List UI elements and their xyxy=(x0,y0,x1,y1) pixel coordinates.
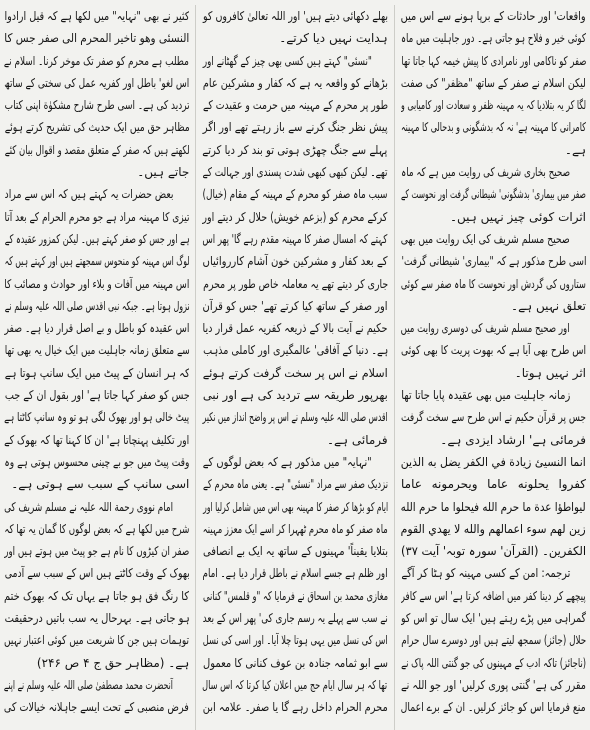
line-text: اسلام نے اس پر سخت گرفت کرتے ہوئے xyxy=(202,365,388,380)
text-line xyxy=(202,317,387,339)
text-line xyxy=(4,317,189,339)
line-text: جاتے ہیں۔ xyxy=(137,165,190,180)
line-text: تھا کہ ہر سال ایام حج میں اعلان کیا کرتا کہ اس سال xyxy=(202,677,388,692)
paragraph xyxy=(401,161,586,228)
line-text: لوگ اس مہینہ کو منحوس سمجھتے ہیں اور کہتے ہیں کہ xyxy=(4,254,190,269)
line-text: جس کو صفر کہا جاتا ہے' اور بقول ان کے جب xyxy=(4,388,190,403)
text-line xyxy=(202,72,387,94)
line-text: اور صفر کے ساتھ کیا کرتے تھے' جس کو قرآن xyxy=(202,298,388,313)
text-line xyxy=(401,652,586,674)
line-text: اثرات کوئی چیز نہیں ہیں۔ xyxy=(449,209,586,224)
line-text: جس پر قرآن حکیم نے اس طرح سے سخت گرفت xyxy=(401,410,586,425)
text-line xyxy=(4,540,189,562)
line-text: اس کی نسل میں یہی ہوتا چلا آیا۔ اور اسی کی نسل xyxy=(202,633,388,648)
line-text: ہے۔ xyxy=(564,142,586,157)
line-text: اثر نہیں ہوتا۔ xyxy=(514,365,586,380)
line-text: نے سب سے پہلے یہ رسم جاری کی' پھر اس کے بعد xyxy=(202,611,388,626)
line-text: مقرر کی ہے' گنتی پوری کرلیں' اور جو اللہ نے xyxy=(400,677,586,692)
text-line xyxy=(401,228,586,250)
line-text: بھرپور طریقہ سے تردید کی ہے اور نبی xyxy=(202,388,388,403)
text-line xyxy=(4,496,189,518)
text-line xyxy=(202,473,387,495)
line-text: کامرانی کا مہینہ ہے' نہ کہ بدشگونی و بدحالی کا مہینہ xyxy=(400,120,586,135)
line-text: فرمائی ہے' ارشاد ایزدی ہے۔ xyxy=(440,432,586,447)
line-text: کا رنگ فق ہو جاتا ہے یہاں تک کہ بھوک ختم xyxy=(4,588,190,603)
line-text: کوئی خیر و فلاح ہو جاتی ہے۔ دور جاہلیت میں ماہ xyxy=(400,31,586,46)
line-text: اس لغو' باطل اور کفریہ عمل کی سختی کے ساتھ xyxy=(4,75,190,90)
text-line xyxy=(401,429,586,451)
text-line xyxy=(401,139,586,161)
text-line xyxy=(401,585,586,607)
text-line xyxy=(401,339,586,361)
text-line xyxy=(202,273,387,295)
text-line xyxy=(401,629,586,651)
text-line xyxy=(202,652,387,674)
text-line xyxy=(401,362,586,384)
text-line xyxy=(401,72,586,94)
text-line xyxy=(4,183,189,205)
text-line xyxy=(401,27,586,49)
text-line xyxy=(202,429,387,451)
line-text: كفروا يحلونه عاما ويحرمونه عاما xyxy=(401,477,586,492)
text-line xyxy=(202,183,387,205)
line-text: انما النسيئ زيادة في الكفر يضل به الذين xyxy=(400,454,586,469)
line-text: اس عقیدہ کو باطل و بے اصل قرار دیا ہے۔ صفر xyxy=(4,321,190,336)
text-line xyxy=(202,562,387,584)
line-text: زمانہ جاہلیت میں بھی عقیدہ پایا جاتا تھا xyxy=(401,388,570,403)
text-line xyxy=(4,473,189,495)
line-text: پیش نظر جنگ کرنے سے باز رہتے تھے اور اگر xyxy=(202,120,388,135)
text-line xyxy=(401,317,586,339)
text-line xyxy=(202,339,387,361)
text-line xyxy=(401,295,586,317)
line-text: مغازی محمد بن اسحاق نے فرمایا کہ "و قلمس" کنانی xyxy=(202,588,388,603)
text-line xyxy=(401,183,586,205)
line-text: اقدس صلی اللہ علیہ وسلم نے اس پر واضح انداز میں نکیر xyxy=(202,410,388,425)
paragraph xyxy=(4,496,189,674)
text-line xyxy=(4,206,189,228)
text-line xyxy=(202,295,387,317)
text-line xyxy=(4,295,189,317)
line-text: "نسئی" کہتے ہیں کسی بھی چیز کے گھٹانے اور xyxy=(202,53,372,68)
line-text: ایام کو بڑھا کر صفر کا مہینہ بھی اس میں شامل کرلیا اور xyxy=(202,499,388,514)
line-text: تردید کی ہے۔ اسی طرح شارح مشکوٰة اپنی کتاب xyxy=(4,98,190,113)
line-text: آنحضرت محمد مصطفیٰ صلی اللہ علیہ وسلم نے اپنے xyxy=(4,677,174,692)
line-text: کہ ہر انسان کے پیٹ میں ایک سانپ ہوتا ہے xyxy=(4,365,190,380)
line-text: کثیر نے بھی "نہایہ" میں لکھا ہے کہ قیل ارادوا xyxy=(4,9,190,23)
paragraph xyxy=(401,384,586,451)
text-line xyxy=(202,116,387,138)
text-line xyxy=(4,250,189,272)
text-line xyxy=(4,607,189,629)
line-text: مطلب ہے محرم کو صفر تک موخر کرنا۔ اسلام نے xyxy=(4,53,190,68)
line-text: منع فرمایا اس کو جائز کرلیں۔ ان کے برے اعمال xyxy=(401,700,586,715)
verse-line xyxy=(401,496,586,518)
line-text: محرم الحرام داخل رہے گا یا صفر۔ علامہ ابن xyxy=(202,700,388,715)
line-text: گمراہی میں پڑے رہتے ہیں' ایک سال تو اس کو xyxy=(400,611,586,626)
text-line xyxy=(202,674,387,696)
line-text: صفر میں بیماری' بدشگونی' شیطانی گرفت اور نحوست کے xyxy=(401,187,586,202)
line-text: حکیم نے آیت بالا کے ذریعہ کفریہ عمل قرار دیا xyxy=(202,321,388,336)
line-text: صحیح بخاری شریف کی روایت میں ہے کہ ماہ xyxy=(401,165,570,180)
text-line xyxy=(401,674,586,696)
line-text: اس طرح بھی آیا ہے کہ بھوت پریت کا بھی کوئی xyxy=(400,343,586,358)
text-line xyxy=(202,228,387,250)
text-line xyxy=(202,27,387,49)
line-text: سبب ماہ صفر کو محرم کے مہینہ کے مقام (خیال) xyxy=(202,187,388,202)
text-line xyxy=(4,696,189,718)
line-text: بھوک کے وقت کاٹتے ہیں اس کے سبب سے آدمی xyxy=(4,566,190,581)
line-text: نزول ہوتا ہے۔ جبکہ نبی اقدس صلی اللہ علیہ وسلم نے xyxy=(4,298,190,313)
line-text: ستاروں کی گردش اور نحوست کا ماہ صفر سے کوئی xyxy=(400,276,586,291)
line-text: (ناجائز) تاکہ ادب کے مہینوں کی جو گنتی اللہ پاک نے xyxy=(401,655,586,670)
text-line xyxy=(202,50,387,72)
text-line xyxy=(4,429,189,451)
line-text: اور تکلیف پہنچاتا ہے' ان کا کہنا تھا کہ بھوک کے xyxy=(4,432,190,447)
text-line xyxy=(4,652,189,674)
text-line xyxy=(4,562,189,584)
text-line xyxy=(202,384,387,406)
text-line xyxy=(4,161,189,183)
text-line xyxy=(401,250,586,272)
text-line xyxy=(401,116,586,138)
line-text: شرح میں لکھا ہے کہ بعض لوگوں کا گمان یہ تھا کہ xyxy=(4,521,190,536)
text-line xyxy=(202,206,387,228)
paragraph xyxy=(202,5,387,50)
line-text: ماہ صفر کو ماہ محرم ٹھہرا کر اسے ایک معزز مہینہ xyxy=(202,521,388,536)
text-line xyxy=(202,406,387,428)
text-column-2 xyxy=(195,5,387,730)
paragraph xyxy=(401,562,586,718)
text-line xyxy=(401,5,586,27)
text-line xyxy=(4,406,189,428)
line-text: فرمائی ہے۔ xyxy=(326,432,388,447)
line-text: طور پر محرم کے مہینہ میں حرمت و عقیدت کے xyxy=(202,98,388,113)
paragraph xyxy=(401,228,586,317)
line-text: زين لهم سوء اعمالهم والله لا يهدي القوم xyxy=(400,521,586,536)
text-line xyxy=(202,540,387,562)
text-line xyxy=(202,250,387,272)
paragraph xyxy=(401,317,586,384)
line-text: بعض حضرات یہ کہتے ہیں کہ اس سے مراد xyxy=(4,187,174,202)
line-text: النسئی وھو تاخیر المحرم الی صفر جس کا xyxy=(4,31,190,46)
text-line xyxy=(4,273,189,295)
paragraph xyxy=(4,5,189,183)
line-text: صحیح مسلم شریف کی ایک روایت میں بھی xyxy=(401,231,570,246)
text-line xyxy=(401,206,586,228)
line-text: سے ابو ثمامہ جنادہ بن عوف کنانی کا معمول xyxy=(202,655,388,670)
line-text: کرکے محرم کو (بزعم خویش) حلال کر دیتے اور xyxy=(202,209,388,224)
line-text: سے متعلق زمانہ جاہلیت میں ایک خیال یہ بھی تھا xyxy=(4,343,190,358)
text-line xyxy=(4,139,189,161)
line-text: لکھتے ہیں کہ صفر کے متعلق مقصد و اقوال بیان کئے xyxy=(4,142,190,157)
paragraph xyxy=(4,674,189,719)
line-text: ہے اور جس کو صفر کہتے ہیں۔ لیکن کمزور عقیدہ کے xyxy=(4,231,190,246)
paragraph xyxy=(401,5,586,161)
line-text: پیٹ خالی ہو اور بھوک لگی ہو تو وہ سانپ کاٹتا ہے xyxy=(4,410,190,425)
text-line xyxy=(202,451,387,473)
line-text: صفر کو ناکامی اور نامرادی کا پیش خیمہ کہا جاتا تھا xyxy=(401,53,586,68)
line-text: کہتے کہ امسال صفر کا مہینہ مقدم رہے گا' پھر اس xyxy=(202,231,388,246)
text-line xyxy=(202,585,387,607)
line-text: لگا کر یہ بتلادیا کہ یہ مہینہ ظفر و سعادت اور کامیابی و xyxy=(400,98,586,113)
text-line xyxy=(4,451,189,473)
paragraph xyxy=(202,451,387,719)
text-line xyxy=(401,50,586,72)
text-line xyxy=(401,384,586,406)
text-line xyxy=(202,5,387,27)
text-line xyxy=(401,273,586,295)
line-text: ہدایت نہیں دیا کرتے۔ xyxy=(279,31,388,46)
paragraph xyxy=(202,50,387,451)
line-text: اس مہینہ میں آفات و بلاء اور حوادث و مصائب کا xyxy=(4,276,190,291)
text-line xyxy=(401,607,586,629)
line-text: ہو جاتی ہے۔ بہرحال یہ سب باتیں درحقیقت xyxy=(4,611,190,626)
text-line xyxy=(202,696,387,718)
line-text: ترجمہ: امن کے کسی مہینہ کو ہٹا کر آگے xyxy=(401,566,570,581)
line-text: اسی سانپ کے سبب سے ہوتی ہے۔ xyxy=(11,477,190,492)
paragraph xyxy=(4,183,189,495)
line-text: اور صحیح مسلم شریف کی دوسری روایت میں xyxy=(401,321,570,336)
text-line xyxy=(401,696,586,718)
text-line xyxy=(202,362,387,384)
text-line xyxy=(4,384,189,406)
line-text: امام نووی رحمة اللہ علیہ نے مسلم شریف کی xyxy=(4,499,174,514)
line-text: تھے۔ لیکن کبھی کبھی شدت پسندی اور جہالت کے xyxy=(202,165,388,180)
line-text: پہلے سے جنگ چھڑی ہوتی تو بند کر دیا کرتے xyxy=(202,142,388,157)
text-line xyxy=(4,94,189,116)
line-text: جاری کر دیتے تھے یہ معاملہ خاص طور پر محرم xyxy=(202,276,388,291)
verse-line xyxy=(401,473,586,495)
line-text: فرض منصبی کے تحت ایسے جاہلانہ خیالات کی xyxy=(4,700,190,715)
line-text: کے بعد کفار و مشرکین خون آشام کارروائیاں xyxy=(202,254,388,269)
text-line xyxy=(4,339,189,361)
text-line xyxy=(202,496,387,518)
text-line xyxy=(401,562,586,584)
line-text: مظاہر حق میں ایک حدیث کی تشریح کرتے ہوئے xyxy=(4,120,190,135)
line-text: وقت پیٹ میں جو بے چینی محسوس ہوتی ہے وہ xyxy=(4,454,190,469)
text-line xyxy=(4,72,189,94)
line-text: تیزی کا مہینہ مراد ہے جو محرم الحرام کے بعد آتا xyxy=(4,209,190,224)
text-line xyxy=(4,362,189,384)
text-line xyxy=(4,228,189,250)
text-line xyxy=(202,161,387,183)
line-text: صفر ان کیڑوں کا نام ہے جو پیٹ میں ہوتے ہیں اور xyxy=(4,544,190,559)
text-column-3 xyxy=(4,5,189,730)
line-text: اسی طرح مذکور ہے کہ "بیماری' شیطانی گرفت' xyxy=(400,254,586,269)
text-line xyxy=(202,94,387,116)
text-line xyxy=(4,585,189,607)
text-line xyxy=(401,94,586,116)
line-text: بھلے دکھائی دیتے ہیں' اور اللہ تعالیٰ کافروں کو xyxy=(202,9,388,23)
verse-line xyxy=(401,540,586,562)
line-text: تعلق نہیں ہے۔ xyxy=(511,298,586,313)
text-line xyxy=(4,27,189,49)
text-line xyxy=(4,629,189,651)
text-line xyxy=(4,50,189,72)
line-text: لیکن اسلام نے صفر کے ساتھ "مظفر" کی صفت xyxy=(400,75,586,90)
quran-verse xyxy=(401,451,586,562)
verse-line xyxy=(401,451,586,473)
text-line xyxy=(202,518,387,540)
line-text: ہے۔ دنیا کے آفاقی' عالمگیری اور کاملی مذہب xyxy=(202,343,388,358)
line-text: "نہایہ" میں مذکور ہے کہ بعض لوگوں کے xyxy=(202,454,372,469)
text-line xyxy=(4,116,189,138)
line-text: ہے۔ (مظاہر حق ج ۴ ص ۲۴۶) xyxy=(36,655,190,670)
text-line xyxy=(401,161,586,183)
text-line xyxy=(4,674,189,696)
line-text: نزدیک صفر سے مراد "نسئی" ہے۔ یعنی ماہ محرم کے xyxy=(202,477,388,492)
text-line xyxy=(4,518,189,540)
text-line xyxy=(401,406,586,428)
text-column-1 xyxy=(394,5,586,730)
line-text: حلال (جائز) سمجھ لیتے ہیں اور دوسرے سال حرام xyxy=(401,633,586,648)
line-text: بتلایا یقیناً' مہینوں کے ساتھ یہ ایک بے انصافی xyxy=(202,544,388,559)
verse-line xyxy=(401,518,586,540)
line-text: ليواطؤا عدة ما حرم الله فيحلوا ما حرم الله xyxy=(400,499,586,514)
text-line xyxy=(202,629,387,651)
line-text: پیچھے کر دینا کفر میں اضافہ کرتا ہے' اس سے کافر xyxy=(401,588,586,603)
line-text: توہمات ہیں جن کا شریعت میں کوئی اعتبار نہیں xyxy=(4,633,190,648)
text-line xyxy=(202,139,387,161)
line-text: بڑھانے کو واقعہ یہ ہے کہ کفار و مشرکین عام xyxy=(202,75,388,90)
line-text: واقعات' اور حادثات کے برپا ہونے سے اس میں xyxy=(401,9,586,23)
text-line xyxy=(4,5,189,27)
text-line xyxy=(202,607,387,629)
line-text: اور ظلم ہے جسے اسلام نے باطل قرار دیا ہے۔ امام xyxy=(202,566,388,581)
line-text: الكفرين۔ (القرآن' سورہ توبہ' آیت ۳۷) xyxy=(400,544,586,559)
